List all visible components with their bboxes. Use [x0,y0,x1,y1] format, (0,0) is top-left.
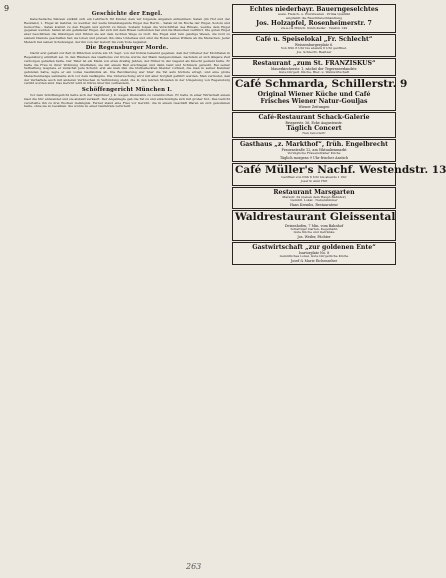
ad-line: Waldrestaurant Gleissental [235,211,396,224]
ad-line: Täglich Concert [286,125,342,133]
ad-line: Frauenstraße 12, am Viktualienmarkt [281,147,347,152]
ad-line: ausw. Fleisch- u. Wurstwaren · Prima Qualität [277,12,351,16]
article-text: Nacht erst gehabt zur Zeit in München wurde am 18. Sept. von der Polizei bekannt gegeben, daß der Urheber der Mordtaten in Regensburg ermittelt sei. In den Räumen des Gasthofes zur Krone wurde der Mann festgenommen, nachdem er sich längere Zeit verborgen gehalten hatte. Der Täter ist ein Mann von etwa dreißig Jahren, der früher in der Gegend als Knecht gedient hatte. Er hatte die Frau in ihrer Wohnung überfallen, sie mit einem Beil erschlagen und dann Geld und Schmuck geraubt. Bei seiner Verhaftung leugnete er zunächst jede Schuld; erst als man ihm die blutbefleckten Kleider vorhielt, die man in seiner Kammer gefunden hatte, legte er ein volles Geständnis ab. Die Bevölkerung war über die Tat aufs höchste erregt, und eine große Menschenmenge sammelte sich vor dem Gefängnis. Die Untersuchung wird mit aller Sorgfalt geführt werden. Man vermutet, daß der Verhaftete auch mit anderen Verbrechen in Verbindung steht, die in den letzten Monaten in der Umgebung von Regensburg verübt worden sind. Das Gericht wird in Kürze über ihn verhandeln. [24,51,230,86]
ad-line: Jos. Holzapfel, Rosenheimerstr. 7 [256,20,372,28]
article-heading: Die Regensburger Morde. [85,45,169,52]
ad-line: Café u. Speiselokal „Fr. Schlecht“ [255,36,373,44]
advertisement [232,112,396,138]
ad-line: Gastwirtschaft „zur goldenen Ente“ [252,244,376,252]
ad-line: Gute bürgerl. Küche, Bier- u. Weinwirtschaft [278,69,350,74]
page-number: 263 [186,562,202,571]
article-text: Vor dem Schöffengericht hatte sich der Taglöhner J. K. wegen Diebstahls zu verantworten. Er hatte in einer Wirtschaft einem Gast die Uhr entwendet und sie alsbald verkauft. Der Angeklagte gab die Tat zu und entschuldigte sich mit großer Not. Das Gericht verurteilte ihn zu drei Wochen Gefängnis. Ferner stand eine Frau vor Gericht, die in einem Geschäft Waren an sich genommen hatte, ohne sie zu bezahlen. Sie wurde zu einer Geldstrafe verurteilt. [24,93,230,109]
ad-line: Gemütl. Lokal · Nebenzimmer [290,198,338,203]
advertisement [232,77,408,111]
advertisement [232,163,446,186]
ad-line: Täglich morgens 9 Uhr frischer Anstich [279,155,349,160]
ad-line: Gasthaus „z. Markthof“, früh. Engelbrecht [240,140,388,148]
ad-line: Schattiger Garten, Kegelbahn [290,226,338,231]
ad-line: Brienerstr. 36, Ecke Augustenstr. [285,121,343,125]
article-text: Katechetische Skizzen erzählt sich ein Lehrbuch für Kinder, dem wir folgende Angaben entnehmen: Satan (im Hof und der Residenz) 1. Engel ist Gabriel, zu welcher der weite hinabsteigende Engel des Herrn... Satan ist im Buche der Engel, Sodom und Gomorrha... Satan kommt zu den Engeln und spricht zu ihnen. Sodann folgen die Vorschriften des Rituals, welche dem Engel gegeben werden. Satan ist ein gefallener Engel, der sich mit dem Bösen verbunden hat und die Menschen verführt. Die guten Engel aber beschützen die Gläubigen und führen sie auf dem rechten Wege zu Gott. Die Engel sind rein geistige Wesen, die Gott zu seinem Dienste geschaffen hat; sie loben und preisen ihn ohne Unterlass und sind die Boten seines Willens an die Menschen. Jeder Mensch hat seinen Schutzengel, der ihn von der Geburt bis zum Tode begleitet. [24,17,230,44]
ad-line: Josef & Marie Eichenseher [290,258,338,263]
advertisement [232,4,396,33]
advertisement-column [232,4,446,574]
ad-line: Nen renoviert! [302,131,326,136]
ad-line: Restaurant „zum St. FRANZISKUS“ [252,59,376,67]
advertisement [232,242,396,265]
ad-line: Deisenhofen, 7 Min. vom Bahnhof [284,223,344,228]
ad-line: Mauerkircherstr. 1, nächst der Tegernseerlandstr. [270,66,358,71]
advertisement [232,210,396,241]
ad-line: empfiehlt die Rauchfleischhandlung [285,15,343,20]
ad-line: Vorzügliche Frauenstraßer Küche [287,150,341,155]
advertisement [232,58,396,77]
ad-line: Wiener Zeitungen [298,104,330,109]
ad-line: Echtes niederbayr. Bauerngeselchtes [249,6,379,13]
ad-line: Café Müller's Nachf. Westendstr. 13 [235,163,446,176]
ad-line: Restaurant Marsgarten [273,188,355,196]
ad-line: Josef & Anni Hirt [300,178,328,183]
ad-line: Von früh 6 Uhr bis abends 6 Uhr geöffnet. [280,46,348,51]
ad-line: Hans Krembs, Restaurateur [289,203,339,207]
ad-line: Jos. Schlecht, Besitzer [296,49,332,54]
edge-mark: 9 [4,4,10,13]
ad-line: Jos. Weiler, Pächter [297,235,331,240]
ad-line: Weissenburgerplatz 6. [294,43,334,48]
advertisement [232,34,396,57]
ad-line: Frisches Wiener Natur-Gouljas [260,97,368,105]
ad-line: Isartorplatz No. 8 [298,251,330,256]
advertisement [232,187,396,210]
ad-line: Original Wiener Küche und Café [257,90,371,98]
article-heading: Geschichte der Engel. [91,11,163,17]
article-column [24,10,230,570]
ad-line: Café Schmarda, Schillerstr. 9 [235,78,408,91]
advertisement [232,139,396,162]
ad-line: Marsstr. 34 (neben dem Haupt-Bahnhof) [282,194,346,199]
ad-line: Gemütliches Lokal. Gute bürgerliche Küche [279,254,349,259]
ad-line: vis-à-vis Münch. Kindl-Keller · Telefon 149 [280,26,348,31]
ad-line: Gute Küche und Getränke [293,230,335,235]
article-heading: Schöffengericht München I. [81,87,173,93]
ad-line: Geöffnet von früh 6 Uhr bis abends 1 Uhr [281,175,347,180]
ad-line: Café-Restaurant Schack-Galerie [258,114,370,121]
